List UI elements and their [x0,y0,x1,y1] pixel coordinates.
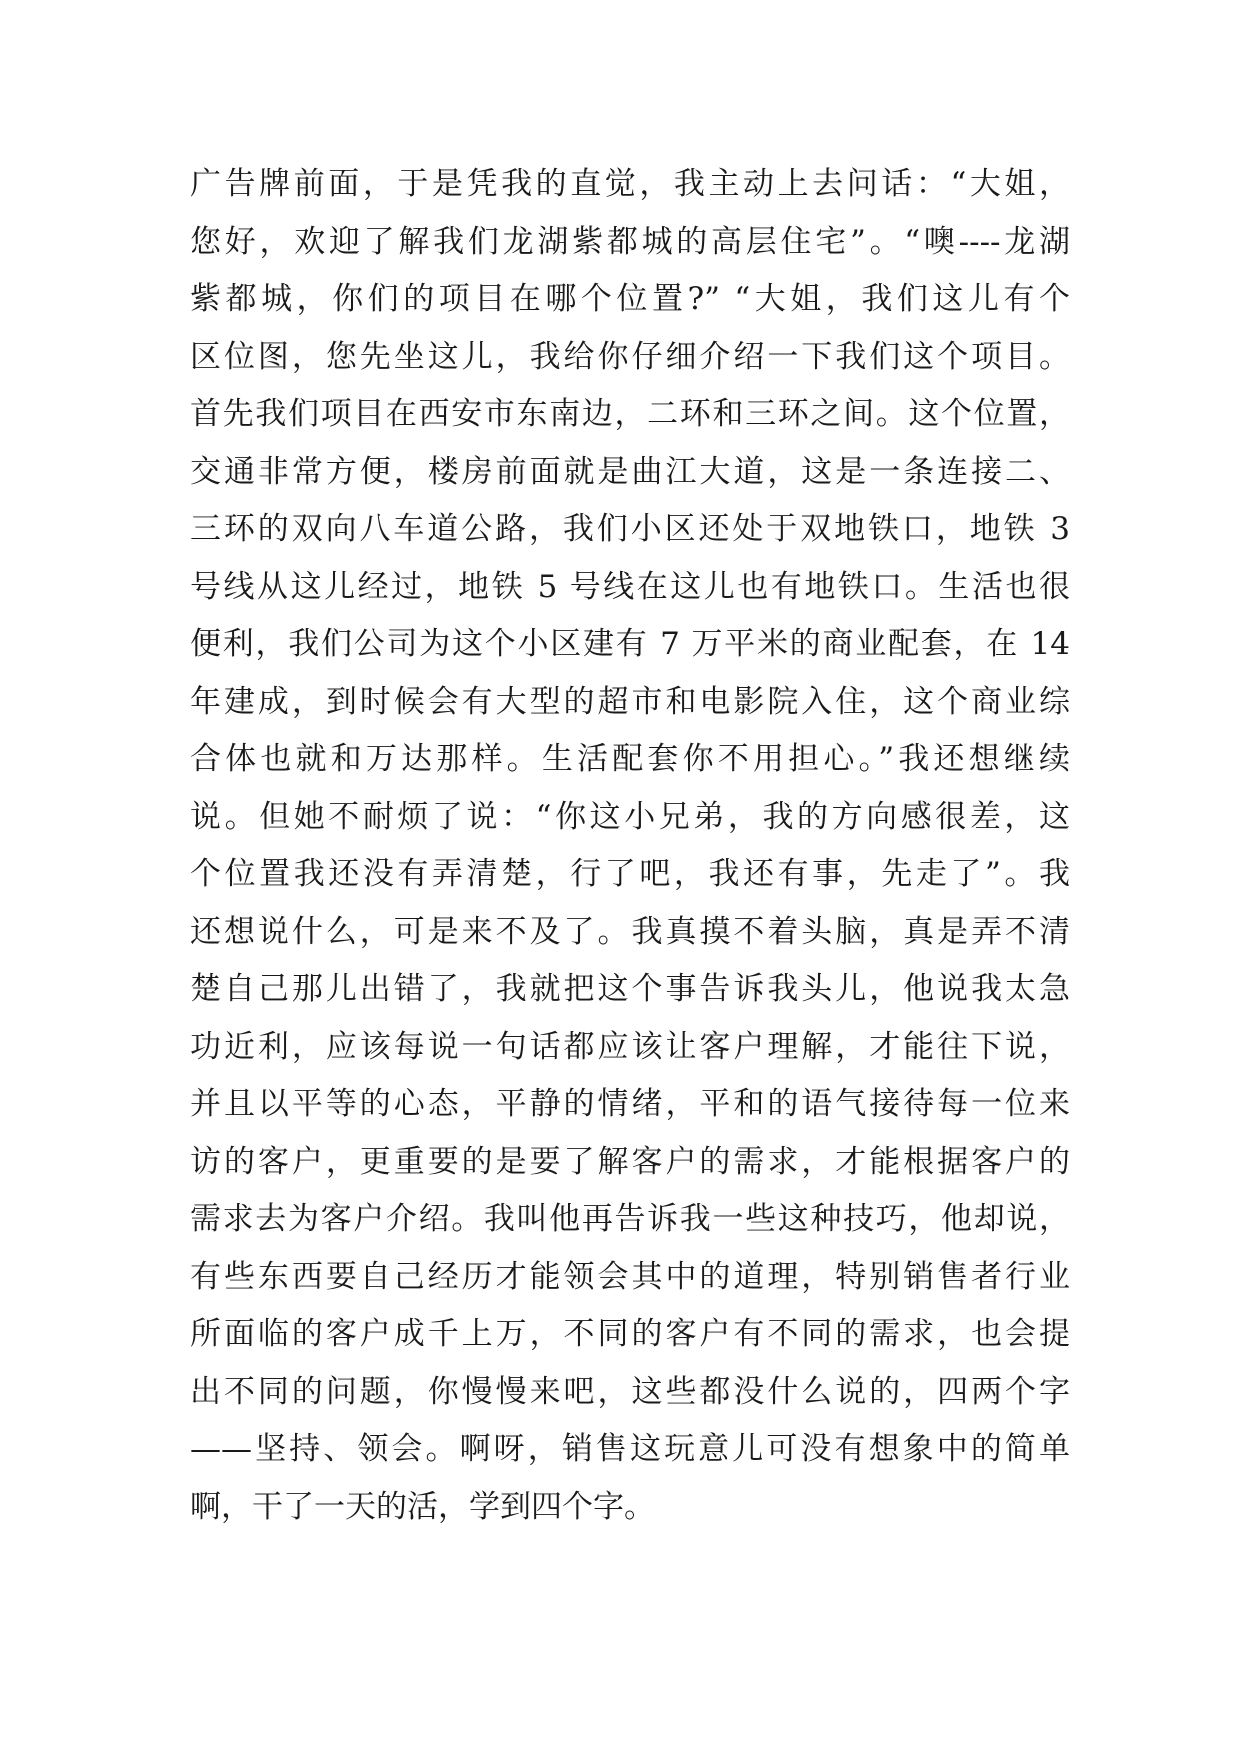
paragraph-line: 有些东西要自己经历才能领会其中的道理，特别销售者行业 [190,1258,1070,1295]
paragraph-line: 需求去为客户介绍。我叫他再告诉我一些这种技巧，他却说， [190,1201,1070,1237]
paragraph-line: 出不同的问题，你慢慢来吧，这些都没什么说的，四两个字 [190,1373,1070,1410]
paragraph-line: 紫都城，你们的项目在哪个位置?” “大姐，我们这儿有个 [190,281,1070,317]
paragraph-line: 所面临的客户成千上万，不同的客户有不同的需求，也会提 [190,1316,1070,1352]
paragraph-line: 并且以平等的心态，平静的情绪，平和的语气接待每一位来 [190,1086,1070,1122]
paragraph-line: 交通非常方便，楼房前面就是曲江大道，这是一条连接二、 [190,453,1070,490]
paragraph-line: 个位置我还没有弄清楚，行了吧，我还有事，先走了”。我 [190,856,1070,892]
paragraph-line: 还想说什么，可是来不及了。我真摸不着头脑，真是弄不清 [190,913,1070,950]
paragraph-line-last: 啊，干了一天的活，学到四个字。 [190,1488,655,1525]
paragraph-line: 区位图，您先坐这儿，我给你仔细介绍一下我们这个项目。 [190,338,1070,375]
paragraph-line: 广告牌前面，于是凭我的直觉，我主动上去问话：“大姐， [190,166,1070,202]
paragraph-line: 您好，欢迎了解我们龙湖紫都城的高层住宅”。“噢----龙湖 [190,223,1070,260]
paragraph-line: 访的客户，更重要的是要了解客户的需求，才能根据客户的 [190,1143,1070,1180]
paragraph-line: 楚自己那儿出错了，我就把这个事告诉我头儿，他说我太急 [190,971,1070,1007]
paragraph-line: 首先我们项目在西安市东南边，二环和三环之间。这个位置， [190,396,1070,432]
paragraph-line: ——坚持、领会。啊呀，销售这玩意儿可没有想象中的简单 [190,1431,1070,1467]
body-paragraph [190,156,1070,1536]
paragraph-line: 功近利，应该每说一句话都应该让客户理解，才能往下说， [190,1028,1070,1065]
paragraph-line: 便利，我们公司为这个小区建有 7 万平米的商业配套，在 14 [190,626,1070,662]
paragraph-line: 合体也就和万达那样。生活配套你不用担心。”我还想继续 [190,741,1070,777]
paragraph-line: 年建成，到时候会有大型的超市和电影院入住，这个商业综 [190,683,1070,720]
paragraph-line: 说。但她不耐烦了说：“你这小兄弟，我的方向感很差，这 [190,798,1070,835]
paragraph-line: 三环的双向八车道公路，我们小区还处于双地铁口，地铁 3 [190,511,1070,547]
paragraph-line: 号线从这儿经过，地铁 5 号线在这儿也有地铁口。生活也很 [190,568,1070,605]
